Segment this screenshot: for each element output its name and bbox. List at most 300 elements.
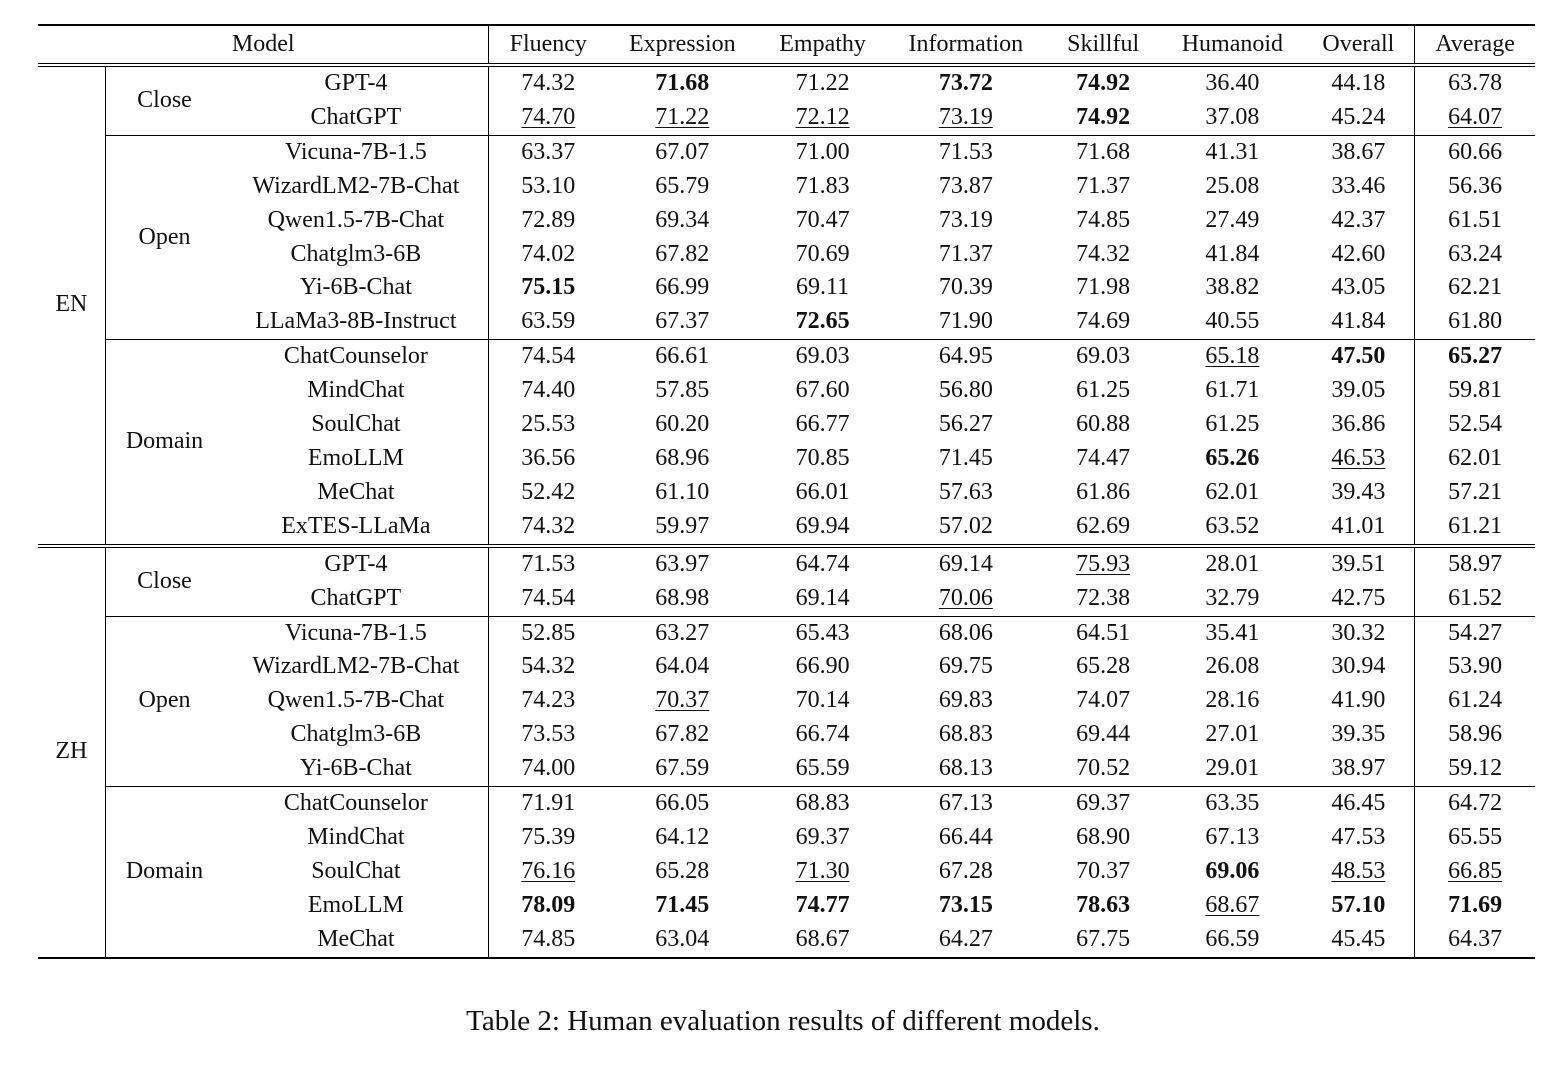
score-cell-wrapper <box>1302 135 1414 169</box>
score-cell: 64.04 <box>655 653 710 680</box>
table-row <box>38 821 1535 855</box>
score-cell: 72.38 <box>1076 584 1131 611</box>
score-cell: 71.53 <box>938 138 993 165</box>
score-cell: 52.42 <box>521 478 576 505</box>
score-cell: 66.77 <box>795 411 850 438</box>
score-cell-wrapper <box>888 684 1044 718</box>
model-name: Yi-6B-Chat <box>299 755 412 782</box>
score-cell-wrapper <box>1302 238 1414 272</box>
score-cell-wrapper <box>757 616 887 650</box>
score-cell: 74.47 <box>1076 444 1131 471</box>
score-cell-wrapper <box>1162 752 1302 786</box>
score-cell: 25.53 <box>521 411 576 438</box>
score-cell-wrapper <box>1415 65 1535 101</box>
score-cell-wrapper <box>1044 135 1162 169</box>
score-cell: 32.79 <box>1205 584 1260 611</box>
table-row <box>38 546 1535 582</box>
table-row <box>38 238 1535 272</box>
score-cell-wrapper <box>607 170 757 204</box>
score-cell: 71.98 <box>1076 274 1131 301</box>
score-cell-wrapper <box>757 170 887 204</box>
score-cell-wrapper <box>757 546 887 582</box>
score-cell: 74.92 <box>1076 103 1131 130</box>
score-cell-wrapper <box>607 65 757 101</box>
score-cell-wrapper <box>607 271 757 305</box>
score-cell: 71.68 <box>1076 138 1131 165</box>
model-name: MeChat <box>223 923 489 958</box>
score-cell-wrapper <box>888 442 1044 476</box>
score-cell-wrapper <box>489 510 607 546</box>
score-cell: 70.37 <box>1076 857 1131 884</box>
score-cell-wrapper <box>489 340 607 374</box>
model-name: Chatglm3-6B <box>290 721 422 748</box>
score-cell: 57.10 <box>1331 891 1386 918</box>
score-cell-wrapper <box>1162 442 1302 476</box>
model-name: EmoLLM <box>307 891 404 918</box>
score-cell: 66.44 <box>938 823 993 850</box>
score-cell-wrapper <box>1162 65 1302 101</box>
score-cell-wrapper <box>1044 582 1162 616</box>
score-cell: 74.00 <box>521 755 576 782</box>
score-cell-wrapper <box>489 65 607 101</box>
score-cell: 28.01 <box>1205 550 1260 577</box>
score-cell-wrapper <box>757 582 887 616</box>
score-cell-wrapper <box>1302 271 1414 305</box>
score-cell-wrapper <box>1162 101 1302 135</box>
score-cell-wrapper <box>607 546 757 582</box>
score-cell: 74.23 <box>521 687 576 714</box>
score-cell: 69.11 <box>796 274 850 301</box>
model-name: ChatCounselor <box>223 340 489 374</box>
model-name: SoulChat <box>311 411 401 438</box>
model-name: Qwen1.5-7B-Chat <box>267 206 445 233</box>
score-cell: 73.72 <box>938 70 993 96</box>
score-cell-wrapper <box>888 718 1044 752</box>
score-cell-wrapper <box>1044 787 1162 821</box>
group-label: Close <box>105 546 223 616</box>
score-cell-wrapper <box>1302 923 1414 958</box>
results-table-container <box>38 24 1535 959</box>
score-cell-wrapper <box>888 408 1044 442</box>
score-cell-wrapper <box>1162 684 1302 718</box>
table-row <box>38 135 1535 169</box>
score-cell: 74.85 <box>521 925 576 952</box>
table-row <box>38 684 1535 718</box>
score-cell-wrapper <box>757 821 887 855</box>
score-cell: 74.77 <box>795 891 850 918</box>
score-cell: 42.75 <box>1331 584 1386 611</box>
score-cell: 69.94 <box>795 512 850 539</box>
score-cell-wrapper <box>607 204 757 238</box>
score-cell-wrapper <box>888 855 1044 889</box>
score-cell-wrapper <box>1302 718 1414 752</box>
score-cell-wrapper <box>1415 271 1535 305</box>
score-cell: 65.59 <box>795 755 850 782</box>
score-cell-wrapper <box>1415 752 1535 786</box>
score-cell: 73.19 <box>938 206 993 233</box>
score-cell-wrapper <box>757 340 887 374</box>
header-skillful: Skillful <box>1044 25 1162 65</box>
score-cell-wrapper <box>489 855 607 889</box>
header-overall: Overall <box>1302 25 1414 65</box>
score-cell: 64.27 <box>938 925 993 952</box>
score-cell: 65.18 <box>1205 343 1260 370</box>
score-cell-wrapper <box>1162 650 1302 684</box>
score-cell-wrapper <box>489 889 607 923</box>
score-cell-wrapper <box>1302 616 1414 650</box>
score-cell-wrapper <box>757 650 887 684</box>
score-cell-wrapper <box>1162 204 1302 238</box>
score-cell-wrapper <box>489 271 607 305</box>
score-cell: 65.26 <box>1205 444 1260 471</box>
model-name: ChatGPT <box>310 584 402 611</box>
score-cell-wrapper <box>1415 787 1535 821</box>
table-row <box>38 752 1535 786</box>
score-cell: 63.24 <box>1448 240 1503 267</box>
score-cell-wrapper <box>888 170 1044 204</box>
score-cell: 70.39 <box>938 274 993 301</box>
table-row <box>38 442 1535 476</box>
score-cell-wrapper <box>1162 855 1302 889</box>
score-cell-wrapper <box>757 684 887 718</box>
score-cell-wrapper <box>1302 65 1414 101</box>
score-cell-wrapper <box>1302 305 1414 339</box>
score-cell: 40.55 <box>1205 308 1260 335</box>
score-cell-wrapper <box>1415 408 1535 442</box>
score-cell: 71.22 <box>655 103 710 130</box>
score-cell-wrapper <box>1162 238 1302 272</box>
score-cell: 66.74 <box>795 721 850 748</box>
model-name: EmoLLM <box>307 444 404 471</box>
score-cell-wrapper <box>1162 170 1302 204</box>
score-cell-wrapper <box>1302 510 1414 546</box>
table-row <box>38 855 1535 889</box>
score-cell-wrapper <box>888 510 1044 546</box>
score-cell: 61.52 <box>1448 584 1503 611</box>
score-cell: 54.27 <box>1448 619 1503 646</box>
score-cell: 60.66 <box>1448 138 1503 165</box>
score-cell-wrapper <box>1302 787 1414 821</box>
score-cell: 30.94 <box>1331 653 1386 680</box>
score-cell-wrapper <box>888 923 1044 958</box>
score-cell: 73.15 <box>938 891 993 918</box>
score-cell: 67.13 <box>938 790 993 817</box>
score-cell: 71.37 <box>938 240 993 267</box>
score-cell: 39.43 <box>1331 478 1386 505</box>
score-cell: 69.14 <box>938 550 993 577</box>
score-cell-wrapper <box>1044 271 1162 305</box>
score-cell-wrapper <box>489 684 607 718</box>
score-cell-wrapper <box>1162 305 1302 339</box>
score-cell-wrapper <box>607 752 757 786</box>
score-cell-wrapper <box>1044 65 1162 101</box>
score-cell: 74.54 <box>521 343 576 370</box>
score-cell-wrapper <box>1415 923 1535 958</box>
model-name: WizardLM2-7B-Chat <box>252 172 460 199</box>
score-cell-wrapper <box>1044 889 1162 923</box>
score-cell-wrapper <box>757 204 887 238</box>
results-body <box>38 65 1535 958</box>
score-cell: 65.28 <box>655 857 710 884</box>
score-cell: 69.03 <box>1076 343 1131 370</box>
score-cell-wrapper <box>1415 718 1535 752</box>
score-cell-wrapper <box>1415 374 1535 408</box>
results-table <box>38 24 1535 959</box>
score-cell: 68.67 <box>1205 891 1260 918</box>
model-name: Vicuna-7B-1.5 <box>223 616 489 650</box>
score-cell-wrapper <box>1044 170 1162 204</box>
score-cell: 78.63 <box>1076 891 1131 918</box>
score-cell: 74.32 <box>521 512 576 539</box>
score-cell-wrapper <box>607 650 757 684</box>
score-cell: 35.41 <box>1205 619 1260 646</box>
group-label: Close <box>105 65 223 135</box>
score-cell: 47.50 <box>1331 343 1386 370</box>
score-cell-wrapper <box>607 408 757 442</box>
score-cell: 56.27 <box>938 411 993 438</box>
score-cell: 66.85 <box>1448 857 1503 884</box>
score-cell: 67.75 <box>1076 925 1131 952</box>
table-row <box>38 787 1535 821</box>
score-cell-wrapper <box>1044 305 1162 339</box>
score-cell: 66.01 <box>795 478 850 505</box>
score-cell-wrapper <box>1044 855 1162 889</box>
score-cell-wrapper <box>757 271 887 305</box>
score-cell: 71.83 <box>795 172 850 199</box>
score-cell-wrapper <box>888 752 1044 786</box>
score-cell: 70.52 <box>1076 755 1131 782</box>
score-cell-wrapper <box>1044 510 1162 546</box>
score-cell: 61.71 <box>1205 377 1260 404</box>
score-cell-wrapper <box>888 889 1044 923</box>
score-cell-wrapper <box>607 684 757 718</box>
score-cell: 66.90 <box>795 653 850 680</box>
score-cell: 61.21 <box>1448 512 1503 539</box>
score-cell: 73.87 <box>938 172 993 199</box>
score-cell-wrapper <box>757 305 887 339</box>
table-row <box>38 65 1535 101</box>
table-row <box>38 101 1535 135</box>
score-cell: 69.75 <box>938 653 993 680</box>
score-cell: 64.74 <box>795 550 850 577</box>
score-cell-wrapper <box>1415 135 1535 169</box>
model-name: Yi-6B-Chat <box>299 274 412 301</box>
table-row <box>38 510 1535 546</box>
score-cell: 47.53 <box>1331 823 1386 850</box>
table-row <box>38 476 1535 510</box>
model-name: LLaMa3-8B-Instruct <box>255 308 457 335</box>
score-cell: 43.05 <box>1331 274 1386 301</box>
score-cell: 46.53 <box>1331 444 1386 471</box>
score-cell-wrapper <box>888 101 1044 135</box>
model-name: GPT-4 <box>223 65 489 101</box>
score-cell-wrapper <box>1415 546 1535 582</box>
score-cell: 75.39 <box>521 823 576 850</box>
header-average: Average <box>1415 25 1535 65</box>
header-model: Model <box>38 25 489 65</box>
score-cell-wrapper <box>1162 546 1302 582</box>
score-cell: 69.03 <box>795 343 850 370</box>
score-cell: 69.06 <box>1205 857 1260 884</box>
score-cell-wrapper <box>1302 170 1414 204</box>
score-cell-wrapper <box>489 442 607 476</box>
model-name: Chatglm3-6B <box>290 240 422 267</box>
score-cell: 26.08 <box>1205 653 1260 680</box>
score-cell: 71.30 <box>795 857 850 884</box>
score-cell-wrapper <box>1415 582 1535 616</box>
score-cell-wrapper <box>1302 650 1414 684</box>
language-label: EN <box>38 65 105 546</box>
score-cell: 58.96 <box>1448 721 1503 748</box>
score-cell: 66.05 <box>655 790 710 817</box>
score-cell-wrapper <box>607 821 757 855</box>
score-cell-wrapper <box>489 787 607 821</box>
header-row <box>38 25 1535 65</box>
score-cell: 69.37 <box>795 823 850 850</box>
score-cell: 61.10 <box>655 478 710 505</box>
score-cell: 78.09 <box>521 891 576 918</box>
score-cell: 64.72 <box>1448 790 1503 817</box>
score-cell-wrapper <box>1415 238 1535 272</box>
score-cell: 62.69 <box>1076 512 1131 539</box>
score-cell-wrapper <box>607 305 757 339</box>
model-name: Qwen1.5-7B-Chat <box>267 687 445 714</box>
score-cell-wrapper <box>757 374 887 408</box>
score-cell: 64.37 <box>1448 925 1503 952</box>
score-cell: 41.90 <box>1331 687 1386 714</box>
table-row <box>38 582 1535 616</box>
score-cell: 57.02 <box>938 512 993 539</box>
score-cell-wrapper <box>757 889 887 923</box>
table-row <box>38 616 1535 650</box>
score-cell-wrapper <box>489 305 607 339</box>
score-cell-wrapper <box>888 374 1044 408</box>
group-label: Open <box>105 135 223 339</box>
score-cell: 64.95 <box>938 343 993 370</box>
score-cell: 74.85 <box>1076 206 1131 233</box>
score-cell: 64.12 <box>655 823 710 850</box>
model-name: GPT-4 <box>223 546 489 582</box>
score-cell: 67.82 <box>655 721 710 748</box>
header-fluency: Fluency <box>489 25 607 65</box>
score-cell-wrapper <box>1044 650 1162 684</box>
score-cell: 70.06 <box>938 584 993 611</box>
score-cell: 36.86 <box>1331 411 1386 438</box>
score-cell: 27.49 <box>1205 206 1260 233</box>
score-cell-wrapper <box>1044 476 1162 510</box>
header-information: Information <box>888 25 1044 65</box>
score-cell: 74.70 <box>521 103 576 130</box>
table-row <box>38 204 1535 238</box>
score-cell-wrapper <box>757 476 887 510</box>
score-cell: 67.07 <box>655 138 710 165</box>
score-cell: 67.82 <box>655 240 710 267</box>
table-row <box>38 374 1535 408</box>
score-cell: 63.52 <box>1205 512 1260 539</box>
score-cell-wrapper <box>607 889 757 923</box>
score-cell-wrapper <box>489 408 607 442</box>
score-cell: 56.36 <box>1448 172 1503 199</box>
score-cell: 69.83 <box>938 687 993 714</box>
score-cell: 74.40 <box>521 377 576 404</box>
score-cell: 73.53 <box>521 721 576 748</box>
table-row <box>38 170 1535 204</box>
score-cell: 45.45 <box>1331 925 1386 952</box>
score-cell: 70.14 <box>795 687 850 714</box>
score-cell-wrapper <box>1162 374 1302 408</box>
score-cell-wrapper <box>607 476 757 510</box>
score-cell: 75.15 <box>521 274 576 301</box>
score-cell-wrapper <box>1044 204 1162 238</box>
score-cell: 65.27 <box>1448 343 1503 370</box>
score-cell: 41.01 <box>1331 512 1386 539</box>
score-cell-wrapper <box>1415 204 1535 238</box>
score-cell-wrapper <box>888 616 1044 650</box>
score-cell: 29.01 <box>1205 755 1260 782</box>
score-cell-wrapper <box>1302 855 1414 889</box>
score-cell-wrapper <box>489 923 607 958</box>
score-cell-wrapper <box>1044 101 1162 135</box>
score-cell-wrapper <box>1162 476 1302 510</box>
score-cell: 25.08 <box>1205 172 1260 199</box>
score-cell-wrapper <box>1415 855 1535 889</box>
score-cell-wrapper <box>888 305 1044 339</box>
score-cell-wrapper <box>1162 923 1302 958</box>
score-cell-wrapper <box>607 787 757 821</box>
score-cell-wrapper <box>1415 889 1535 923</box>
score-cell: 74.54 <box>521 584 576 611</box>
score-cell-wrapper <box>757 923 887 958</box>
group-label: Domain <box>105 787 223 958</box>
score-cell-wrapper <box>1044 340 1162 374</box>
score-cell-wrapper <box>489 135 607 169</box>
score-cell: 68.83 <box>938 721 993 748</box>
header-expression: Expression <box>607 25 757 65</box>
score-cell: 69.34 <box>655 206 710 233</box>
score-cell-wrapper <box>1415 442 1535 476</box>
score-cell-wrapper <box>888 476 1044 510</box>
score-cell-wrapper <box>888 65 1044 101</box>
score-cell: 58.97 <box>1448 550 1503 577</box>
score-cell: 37.08 <box>1205 103 1260 130</box>
score-cell-wrapper <box>1302 752 1414 786</box>
score-cell-wrapper <box>607 718 757 752</box>
score-cell: 53.10 <box>521 172 576 199</box>
score-cell: 60.88 <box>1076 411 1131 438</box>
model-name: Vicuna-7B-1.5 <box>223 135 489 169</box>
score-cell: 66.59 <box>1205 925 1260 952</box>
score-cell-wrapper <box>1044 718 1162 752</box>
score-cell-wrapper <box>489 821 607 855</box>
score-cell-wrapper <box>607 616 757 650</box>
score-cell-wrapper <box>757 101 887 135</box>
score-cell-wrapper <box>1415 476 1535 510</box>
score-cell-wrapper <box>1302 889 1414 923</box>
score-cell: 69.44 <box>1076 721 1131 748</box>
score-cell-wrapper <box>1162 271 1302 305</box>
score-cell-wrapper <box>489 374 607 408</box>
score-cell-wrapper <box>1162 340 1302 374</box>
model-name: WizardLM2-7B-Chat <box>252 653 460 680</box>
score-cell-wrapper <box>489 752 607 786</box>
score-cell-wrapper <box>607 442 757 476</box>
score-cell: 62.21 <box>1448 274 1503 301</box>
model-name: MeChat <box>317 478 395 505</box>
score-cell: 41.84 <box>1205 240 1260 267</box>
score-cell-wrapper <box>489 204 607 238</box>
model-name: ChatGPT <box>310 103 402 130</box>
table-row <box>38 650 1535 684</box>
